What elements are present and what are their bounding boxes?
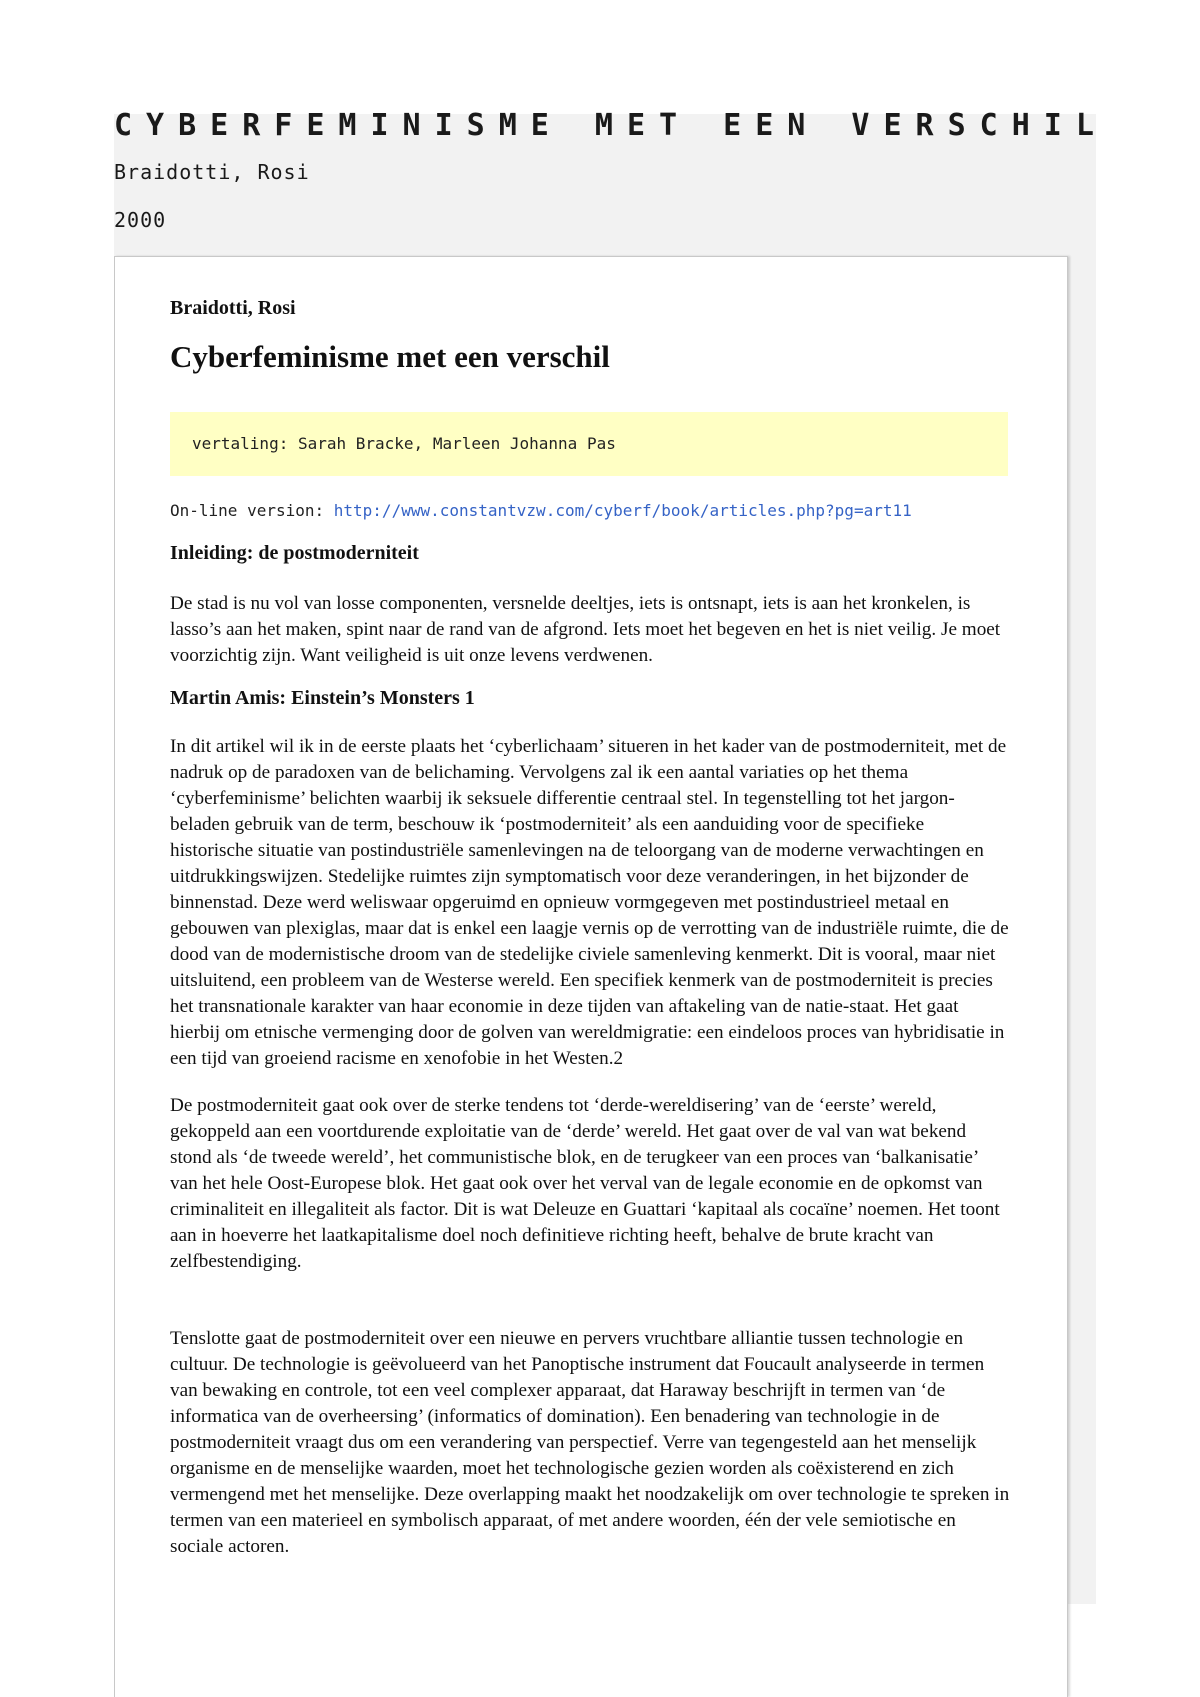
article-card [114, 256, 1068, 1697]
article-author: Braidotti, Rosi [170, 297, 296, 319]
article-title: Cyberfeminisme met een verschil [170, 339, 610, 374]
body-paragraph: In dit artikel wil ik in de eerste plaats het ‘cyberlichaam’ situeren in het kader van de postmoderniteit, met de nadruk op de paradoxen van de belichaming. Vervolgens zal ik een aantal variaties op het thema ‘cyberfeminisme’ belichten waarbij ik seksuele differentie centraal stel. In tegenstelling tot het jargon-beladen gebruik van de term, beschouw ik ‘postmoderniteit’ als een aanduiding voor de specifieke historische situatie van postindustriële samenlevingen na de teloorgang van de moderne verwachtingen en uitdrukkingswijzen. Stedelijke ruimtes zijn symptomatisch voor deze veranderingen, in het bijzonder de binnenstad. Deze werd weliswaar opgeruimd en opnieuw vormgegeven met postindustrieel metaal en gebouwen van plexiglas, maar dat is enkel een laagje vernis op de verrotting van de industriële ruimte, die de dood van de modernistische droom van de stedelijke civiele samenleving kenmerkt. Dit is vooral, maar niet uitsluitend, een probleem van de Westerse wereld. Een specifiek kenmerk van de postmoderniteit is precies het transnationale karakter van haar economie in deze tijden van aftakeling van de natie-staat. Het gaat hierbij om etnische vermenging door de golven van wereldmigratie: een eindeloos proces van hybridisatie in een tijd van groeiend racisme en xenofobie in het Westen.2 [170, 736, 1009, 1069]
translation-credit: vertaling: Sarah Bracke, Marleen Johanna Pas [192, 434, 616, 453]
body-paragraph: Tenslotte gaat de postmoderniteit over een nieuwe en pervers vruchtbare alliantie tussen technologie en cultuur. De technologie is geëvolueerd van het Panoptische instrument dat Foucault analyseerde in termen van bewaking en controle, tot een veel complexer apparaat, dat Haraway beschrijft in termen van ‘de informatica van de overheersing’ (informatics of domination). Een benadering van technologie in de postmoderniteit vraagt dus om een verandering van perspectief. Verre van tegengesteld aan het menselijk organisme en de menselijke waarden, moet het technologische gezien worden als coëxisterend en zich vermengend met het menselijke. Deze overlapping maakt het noodzakelijk om over technologie te spreken in termen van een materieel en symbolisch apparaat, of met andere woorden, één der vele semiotische en sociale actoren. [170, 1328, 1010, 1557]
epigraph-source: Martin Amis: Einstein’s Monsters 1 [170, 687, 475, 709]
section-heading: Inleiding: de postmoderniteit [170, 542, 419, 564]
document-header-title: CYBERFEMINISME MET EEN VERSCHIL [114, 108, 1108, 143]
epigraph-paragraph: De stad is nu vol van losse componenten, versnelde deeltjes, iets is ontsnapt, iets is aan het kronkelen, is lasso’s aan het maken, spint naar de rand van de afgrond. Iets moet het begeven en het is niet veilig. Je moet voorzichtig zijn. Want veiligheid is uit onze levens verdwenen. [170, 593, 1001, 666]
online-version-link[interactable]: http://www.constantvzw.com/cyberf/book/articles.php?pg=art11 [333, 501, 912, 520]
online-version-label: On-line version: [170, 501, 325, 520]
online-version [170, 501, 912, 520]
body-paragraph: De postmoderniteit gaat ook over de sterke tendens tot ‘derde-wereldisering’ van de ‘eerste’ wereld, gekoppeld aan een voortdurende exploitatie van de ‘derde’ wereld. Het gaat over de val van wat bekend stond als ‘de tweede wereld’, het communistische blok, en de terugkeer van een proces van ‘balkanisatie’ van het hele Oost-Europese blok. Het gaat ook over het verval van de legale economie en de opkomst van criminaliteit en illegaliteit als factor. Dit is wat Deleuze en Guattari ‘kapitaal als cocaïne’ noemen. Het toont aan in hoeverre het laatkapitalisme doel noch definitieve richting heeft, behalve de brute kracht van zelfbestendiging. [170, 1095, 1000, 1272]
document-header-year: 2000 [114, 208, 167, 232]
translation-credit-box [170, 412, 1008, 476]
document-header-author: Braidotti, Rosi [114, 160, 310, 184]
